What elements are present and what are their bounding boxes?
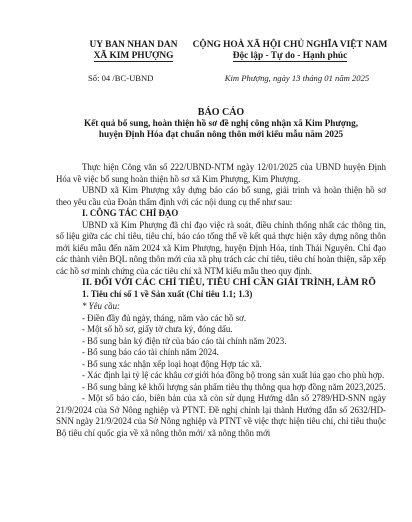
list-item: - Một số hồ sơ, giấy tờ chưa ký, đóng dấu. (82, 324, 233, 335)
report-subtitle-1: Kết quả bổ sung, hoàn thiện hồ sơ đề nghị công nhận xã Kim Phượng, (83, 118, 359, 128)
report-title-main: BÁO CÁO (197, 107, 245, 118)
requirement-label: * Yêu cầu: (82, 301, 120, 312)
list-item: - Bổ sung bảng kê khối lượng sản phẩm tiêu thụ thông qua hợp đồng năm 2023,2025. (82, 381, 386, 392)
section-heading: II. ĐỐI VỚI CÁC CHỈ TIÊU, TIÊU CHÍ CẦN GIẢI TRÌNH, LÀM RÕ (82, 277, 376, 289)
national-motto (191, 40, 389, 62)
list-item: - Xác định lại tỷ lệ các khâu cơ giới hóa đồng bộ trong sản xuất lúa gạo cho phù hợp. (82, 370, 385, 381)
list-item: - Điền đầy đủ ngày, tháng, năm vào các hồ sơ. (82, 312, 247, 323)
issuing-agency (76, 40, 191, 62)
document-body (56, 162, 386, 440)
paragraph: - Một số báo cáo, biên bản của xã còn sử dụng Hướng dẫn số 2789/HD-SNN ngày 21/9/2024 của Sở Nông nghiệp và PTNT. Đề nghị chỉnh lại thành Hướng dẫn số 2632/HD-SNN ngày 21/9/2024 của Sở Nông nghiệp và PTNT về việc thực hiện tiêu chí, chỉ tiêu thuộc Bộ tiêu chí quốc gia về xã nông thôn mới/ xã nông thôn mới (56, 393, 386, 439)
nation-line-2: Độc lập - Tự do - Hạnh phúc (232, 50, 348, 61)
nation-line-1: CỘNG HOÀ XÃ HỘI CHỦ NGHĨA VIỆT NAM (192, 40, 388, 50)
list-item: - Bổ sung báo cáo tài chính năm 2024. (82, 347, 219, 358)
paragraph: Thực hiện Công văn số 222/UBND-NTM ngày 12/01/2025 của UBND huyện Định Hóa về việc bổ sung hoàn thiện hồ sơ xã Kim Phượng, Kim Phượng. (56, 162, 386, 184)
paragraph: UBND xã Kim Phượng xây dựng báo cáo bổ sung, giải trình và hoàn thiện hồ sơ theo yêu cầu của Đoàn thẩm định với các nội dung cụ thể như sau: (56, 185, 386, 207)
section-heading: I. CÔNG TÁC CHỈ ĐẠO (82, 208, 179, 219)
agency-line-2: XÃ KIM PHƯỢNG (93, 50, 174, 61)
agency-line-1: UY BAN NHAN DAN (89, 40, 178, 50)
report-subtitle-2: huyện Định Hóa đạt chuẩn nông thôn mới kiểu mẫu năm 2025 (98, 129, 344, 139)
document-header (56, 40, 388, 90)
document-number: Số: 04 /BC-UBND (88, 73, 154, 83)
paragraph: UBND xã Kim Phượng đã chỉ đạo việc rà soát, điều chỉnh thống nhất các thông tin, số liệu giữa các chỉ tiêu, tiêu chí, báo cáo tổng thể về kết quả thực hiện xây dựng nông thôn mới kiểu mẫu đến năm 2024 xã Kim Phượng, huyện Định Hóa, tỉnh Thái Nguyên. Chỉ đạo các thành viên BQL nông thôn mới của xã phụ trách các chỉ tiêu, tiêu chí hoàn thiện, sắp xếp các hồ sơ minh chứng của các tiêu chí xã NTM kiểu mẫu theo quy định. (56, 219, 386, 276)
document-date: Kim Phượng, ngày 13 tháng 01 năm 2025 (224, 73, 370, 83)
report-title (56, 107, 386, 140)
list-item: - Bổ sung xác nhận xếp loại hoạt động Hợp tác xã. (82, 358, 262, 369)
list-item: - Bổ sung bản ký điện tử của báo cáo tài chính năm 2023. (82, 335, 287, 346)
subsection-heading: 1. Tiêu chí số 1 về Sản xuất (Chỉ tiêu 1.1; 1.3) (82, 289, 253, 300)
